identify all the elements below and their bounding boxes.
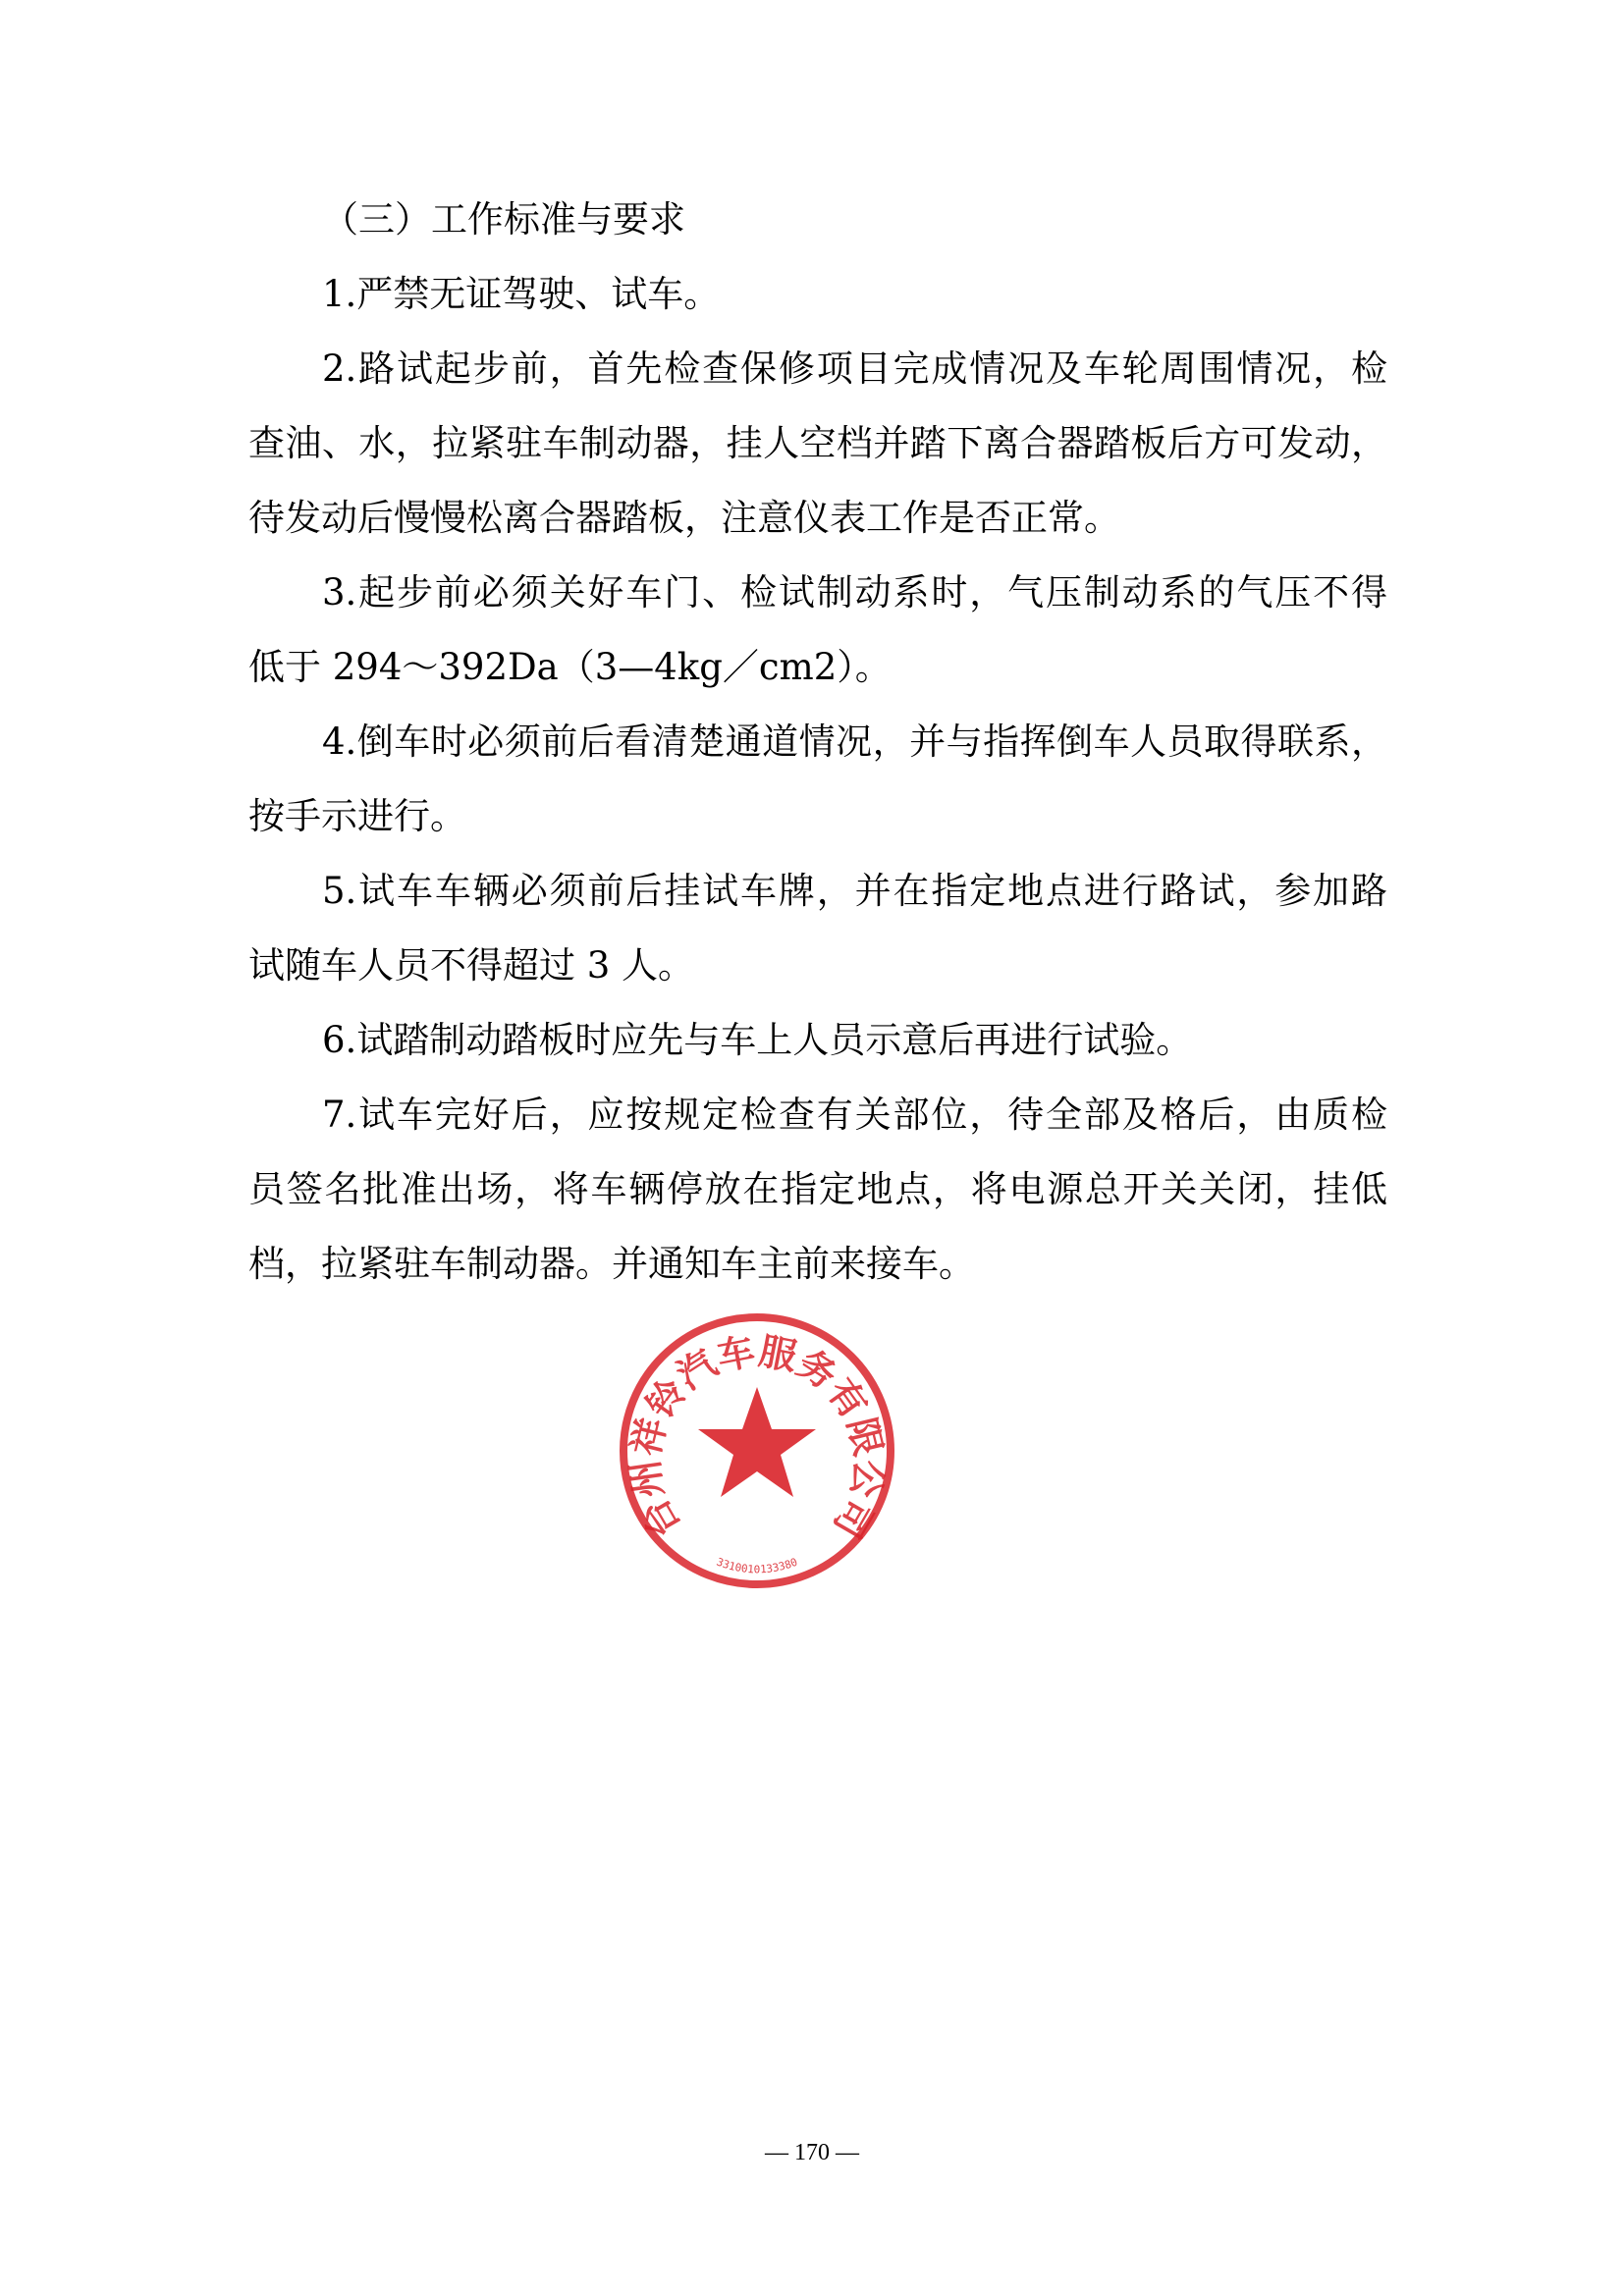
paragraph-line: 3.起步前必须关好车门、检试制动系时，气压制动系的气压不得 [322, 571, 1387, 614]
page-number: — 170 — [765, 2140, 859, 2165]
paragraph-line: 待发动后慢慢松离合器踏板，注意仪表工作是否正常。 [248, 497, 1120, 539]
paragraph-line: 查油、水，拉紧驻车制动器，挂人空档并踏下离合器踏板后方可发动， [248, 422, 1387, 464]
paragraph-line: 低于 294～392Da（3—4kg／cm2）。 [248, 646, 892, 688]
paragraph-line: 档，拉紧驻车制动器。并通知车主前来接车。 [248, 1243, 975, 1285]
paragraph-line: 2.路试起步前，首先检查保修项目完成情况及车轮周围情况，检 [322, 347, 1387, 390]
paragraph-line: 6.试踏制动踏板时应先与车上人员示意后再进行试验。 [322, 1019, 1193, 1061]
paragraph-line: 试随车人员不得超过 3 人。 [248, 944, 695, 987]
seal-company-name: 台州祥铃汽车服务有限公司 [623, 1329, 892, 1546]
paragraph-line: 按手示进行。 [248, 795, 466, 837]
paragraph-line: 7.试车完好后，应按规定检查有关部位，待全部及格后，由质检 [322, 1094, 1387, 1136]
paragraph-line: 4.倒车时必须前后看清楚通道情况，并与指挥倒车人员取得联系， [322, 721, 1387, 763]
seal-code: 3310010133380 [714, 1555, 800, 1576]
paragraph-line: 员签名批准出场，将车辆停放在指定地点，将电源总开关关闭，挂低 [248, 1168, 1387, 1210]
company-seal [617, 1310, 897, 1591]
paragraph-line: 5.试车车辆必须前后挂试车牌，并在指定地点进行路试，参加路 [322, 870, 1387, 912]
seal-star-icon [698, 1387, 816, 1497]
seal-graphic [617, 1310, 897, 1591]
section-heading: （三）工作标准与要求 [322, 198, 685, 240]
paragraph-line: 1.严禁无证驾驶、试车。 [322, 273, 721, 315]
